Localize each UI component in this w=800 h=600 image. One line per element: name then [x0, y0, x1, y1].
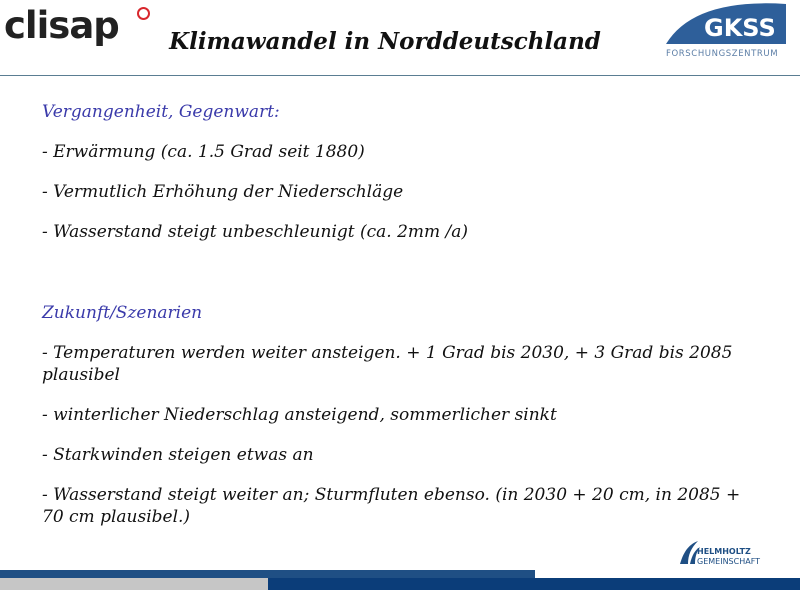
bullet-precipitation: - Vermutlich Erhöhung der Niederschläge [42, 182, 404, 202]
bullet-storm-surges: - Wasserstand steigt weiter an; Sturmfluten ebenso. (in 2030 + 20 cm, in 2085 + 70 cm plausibel.) [42, 485, 741, 527]
footer-bar-top [0, 570, 535, 578]
slide-body [42, 101, 762, 546]
clisap-logo-dot [137, 7, 150, 20]
gkss-logo-subtext: FORSCHUNGSZENTRUM [666, 49, 779, 59]
helmholtz-logo-line2: GEMEINSCHAFT [697, 557, 761, 566]
footer-bar-blue [268, 578, 800, 590]
section-spacer [42, 261, 762, 302]
header-divider [0, 75, 800, 76]
footer-bar-grey [0, 578, 268, 590]
slide-title: Klimawandel in Norddeutschland [169, 28, 601, 55]
bullet-sea-level: - Wasserstand steigt unbeschleunigt (ca. 2mm /a) [42, 222, 469, 242]
gkss-logo [664, 0, 790, 60]
clisap-logo: clisap [4, 4, 119, 47]
section-heading-future: Zukunft/Szenarien [42, 303, 203, 323]
gkss-logo-text: GKSS [704, 14, 776, 42]
bullet-warming: - Erwärmung (ca. 1.5 Grad seit 1880) [42, 142, 365, 162]
section-heading-past: Vergangenheit, Gegenwart: [42, 102, 280, 122]
bullet-temperature: - Temperaturen werden weiter ansteigen. + 1 Grad bis 2030, + 3 Grad bis 2085 plausibel [42, 343, 733, 385]
bullet-strong-winds: - Starkwinden steigen etwas an [42, 445, 314, 465]
helmholtz-logo [676, 538, 786, 568]
helmholtz-logo-line1: HELMHOLTZ [697, 547, 751, 556]
bullet-winter-precipitation: - winterlicher Niederschlag ansteigend, sommerlicher sinkt [42, 405, 557, 425]
